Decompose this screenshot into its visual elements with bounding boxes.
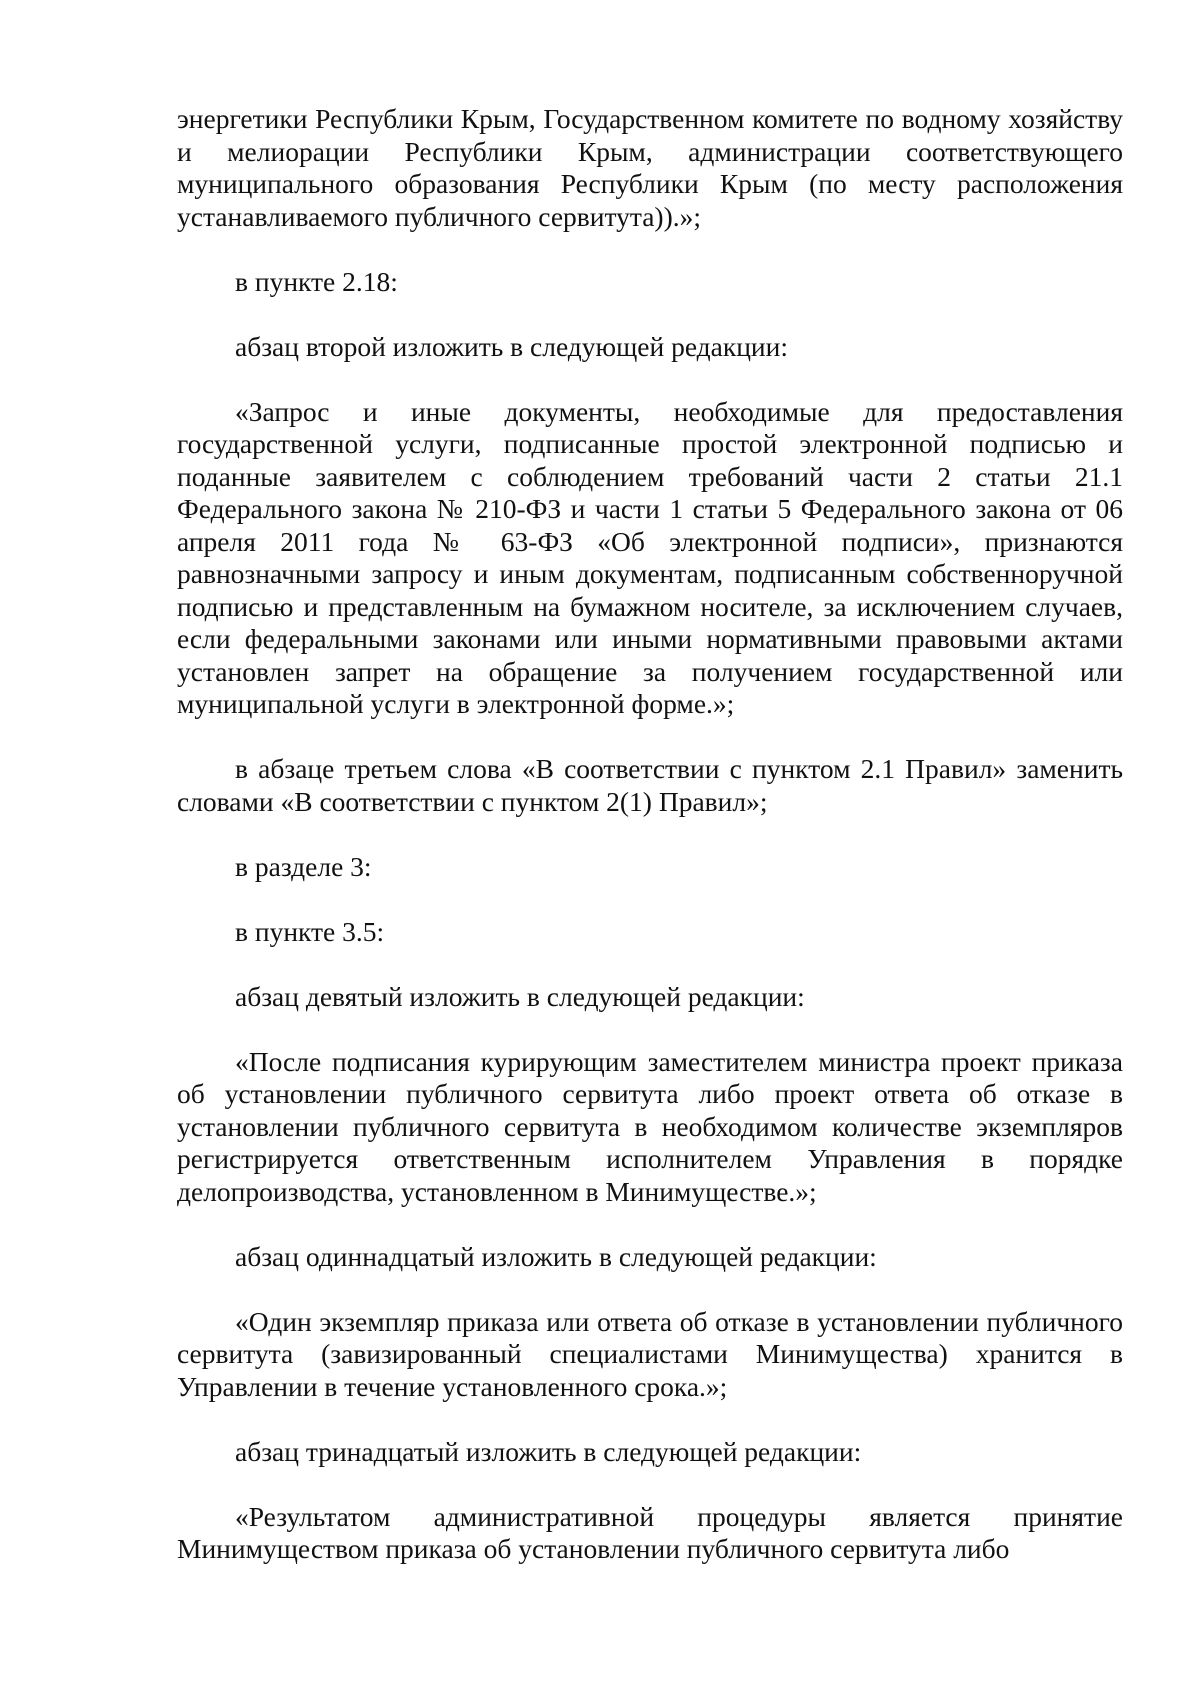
paragraph-item-2-18: в пункте 2.18: — [235, 265, 398, 297]
paragraph-quote-copy: «Один экземпляр приказа или ответа об отказе в установлении публичного сервитута (завизированный специалистами Минимущества) хранится в Управлении в течение установленного срока.»; — [177, 1305, 1123, 1402]
paragraph-instruction-thirteenth: абзац тринадцатый изложить в следующей редакции: — [235, 1435, 862, 1467]
paragraph-quote-request: «Запрос и иные документы, необходимые для предоставления государственной услуги, подписанные простой электронной подписью и поданные заявителем с соблюдением требований части 2 статьи 21.1 Федерального закона № 210-ФЗ и части 1 статьи 5 Федерального закона от 06 апреля 2011 года № 63-ФЗ «Об электронной подписи», признаются равнозначными запросу и иным документам, подписанным собственноручной подписью и представленным на бумажном носителе, за исключением случаев, если федеральными законами или иными нормативными правовыми актами установлен запрет на обращение за получением государственной или муниципальной услуги в электронной форме.»; — [177, 395, 1123, 719]
document-body — [177, 103, 1123, 1598]
paragraph-instruction-second: абзац второй изложить в следующей редакции: — [235, 330, 789, 362]
paragraph-third-replace: в абзаце третьем слова «В соответствии с пунктом 2.1 Правил» заменить словами «В соответствии с пунктом 2(1) Правил»; — [177, 753, 1123, 817]
paragraph-quote-result: «Результатом административной процедуры является принятие Минимуществом приказа об установлении публичного сервитута либо — [177, 1500, 1123, 1564]
paragraph-item-3-5: в пункте 3.5: — [235, 915, 385, 947]
paragraph-quote-signing: «После подписания курирующим заместителем министра проект приказа об установлении публичного сервитута либо проект ответа об отказе в установлении публичного сервитута в необходимом количестве экземпляров регистрируется ответственным исполнителем Управления в порядке делопроизводства, установленном в Минимуществе.»; — [177, 1045, 1123, 1207]
paragraph-instruction-ninth: абзац девятый изложить в следующей редакции: — [235, 980, 805, 1012]
paragraph-continuation: энергетики Республики Крым, Государственном комитете по водному хозяйству и мелиорации Республики Крым, администрации соответствующего муниципального образования Республики Крым (по месту расположения устанавливаемого публичного сервитута)).»; — [177, 103, 1123, 232]
paragraph-instruction-eleventh: абзац одиннадцатый изложить в следующей редакции: — [235, 1240, 877, 1272]
paragraph-section-3: в разделе 3: — [235, 850, 372, 882]
